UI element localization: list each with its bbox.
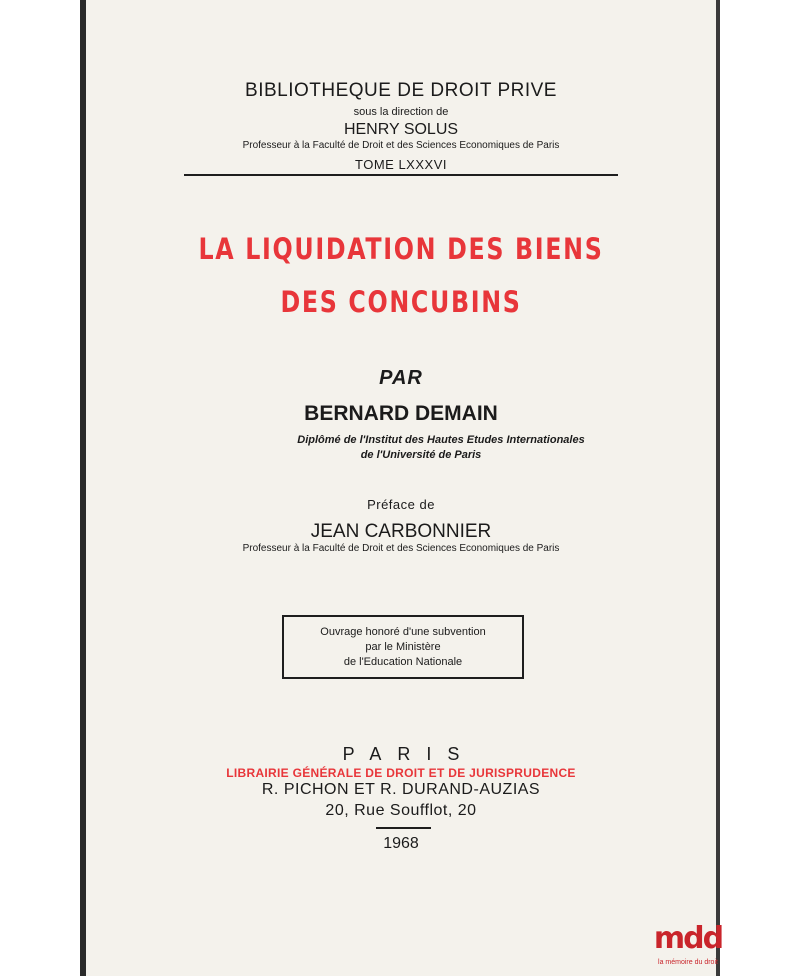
book-title-line-2: DES CONCUBINS [280, 285, 522, 319]
publication-year: 1968 [383, 835, 419, 852]
publisher-city: PARIS [342, 744, 476, 764]
top-divider [184, 174, 618, 176]
subsidy-line-1: Ouvrage honoré d'une subvention [320, 625, 486, 638]
subsidy-line-2: par le Ministère [365, 640, 441, 653]
series-director-role: Professeur à la Faculté de Droit et des Sciences Economiques de Paris [242, 140, 560, 151]
preface-author-role: Professeur à la Faculté de Droit et des Sciences Economiques de Paris [242, 543, 560, 554]
series-subtitle: sous la direction de [353, 106, 449, 118]
author-name: BERNARD DEMAIN [304, 402, 498, 425]
author-credential-1: Diplômé de l'Institut des Hautes Etudes Internationales [297, 434, 585, 446]
author-credential-2: de l'Université de Paris [360, 449, 482, 461]
publisher-names: R. PICHON ET R. DURAND-AUZIAS [261, 781, 541, 798]
preface-label: Préface de [367, 497, 435, 512]
series-director: HENRY SOLUS [343, 121, 459, 138]
watermark-logo [648, 920, 728, 976]
watermark-logo-mark: mdd [653, 921, 723, 956]
by-label: PAR [379, 367, 423, 389]
series-title: BIBLIOTHEQUE DE DROIT PRIVE [245, 80, 557, 101]
publisher-address: 20, Rue Soufflot, 20 [325, 802, 477, 819]
watermark-caption: la mémoire du droit [658, 959, 718, 966]
year-divider [376, 827, 431, 829]
book-cover [80, 0, 720, 976]
tome-number: TOME LXXXVI [355, 157, 447, 172]
subsidy-box [282, 615, 524, 679]
preface-author-name: JEAN CARBONNIER [310, 521, 492, 542]
publisher-house: LIBRAIRIE GÉNÉRALE DE DROIT ET DE JURISPRUDENCE [226, 766, 576, 780]
book-title-line-1: LA LIQUIDATION DES BIENS [198, 232, 604, 266]
subsidy-line-3: de l'Education Nationale [343, 655, 463, 668]
